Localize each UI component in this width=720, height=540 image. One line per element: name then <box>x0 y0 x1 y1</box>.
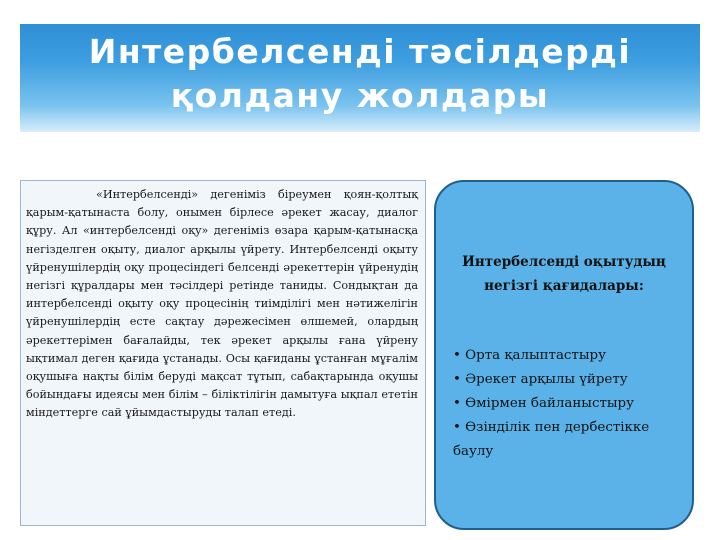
principles-card-title: Интербелсенді оқытудың негізгі қағидалары: <box>462 254 666 294</box>
slide-title: Интербелсенді тәсілдерді қолдану жолдары <box>88 32 632 115</box>
body-paragraph: «Интербелсенді» дегеніміз біреумен қоян-қолтық қарым-қатынаста болу, онымен бірлесе әрекет жасау, диалог құру. Ал «интербелсенді оқу» дегеніміз өзара қарым-қатынасқа негізделген оқыту, диалог арқылы үйрету. Интербелсенді оқыту үйренушілердің оқу процесіндегі белсенді әрекеттерін үйренудің негізгі құралдары мен тәсілдері ретінде таниды. Сондықтан да интербелсенді оқыту оқу процесінің тиімділігі мен нәтижелігін үйренушілердің есте сақтау дәрежесімен өлшемей, олардың әрекеттерімен бағалайды, тек әрекет арқылы ғана үйрену ықтимал деген қағида ұстанады. Осы қағиданы ұстанған мұғалім оқушыға нақты білім беруді мақсат тұтып, сабақтарында оқушы бойындағы идеясы мен білім – біліктілігін дамытуға ықпал ететін міндеттерге сай ұйымдастыруды талап етеді. <box>26 188 418 420</box>
principle-item: • Өзінділік пен дербестікке баулу <box>453 416 693 464</box>
principle-item: • Орта қалыптастыру <box>453 344 693 368</box>
principle-item: • Әрекет арқылы үйрету <box>453 368 693 392</box>
principle-item: • Өмірмен байланыстыру <box>453 392 693 416</box>
principles-list <box>453 344 693 464</box>
